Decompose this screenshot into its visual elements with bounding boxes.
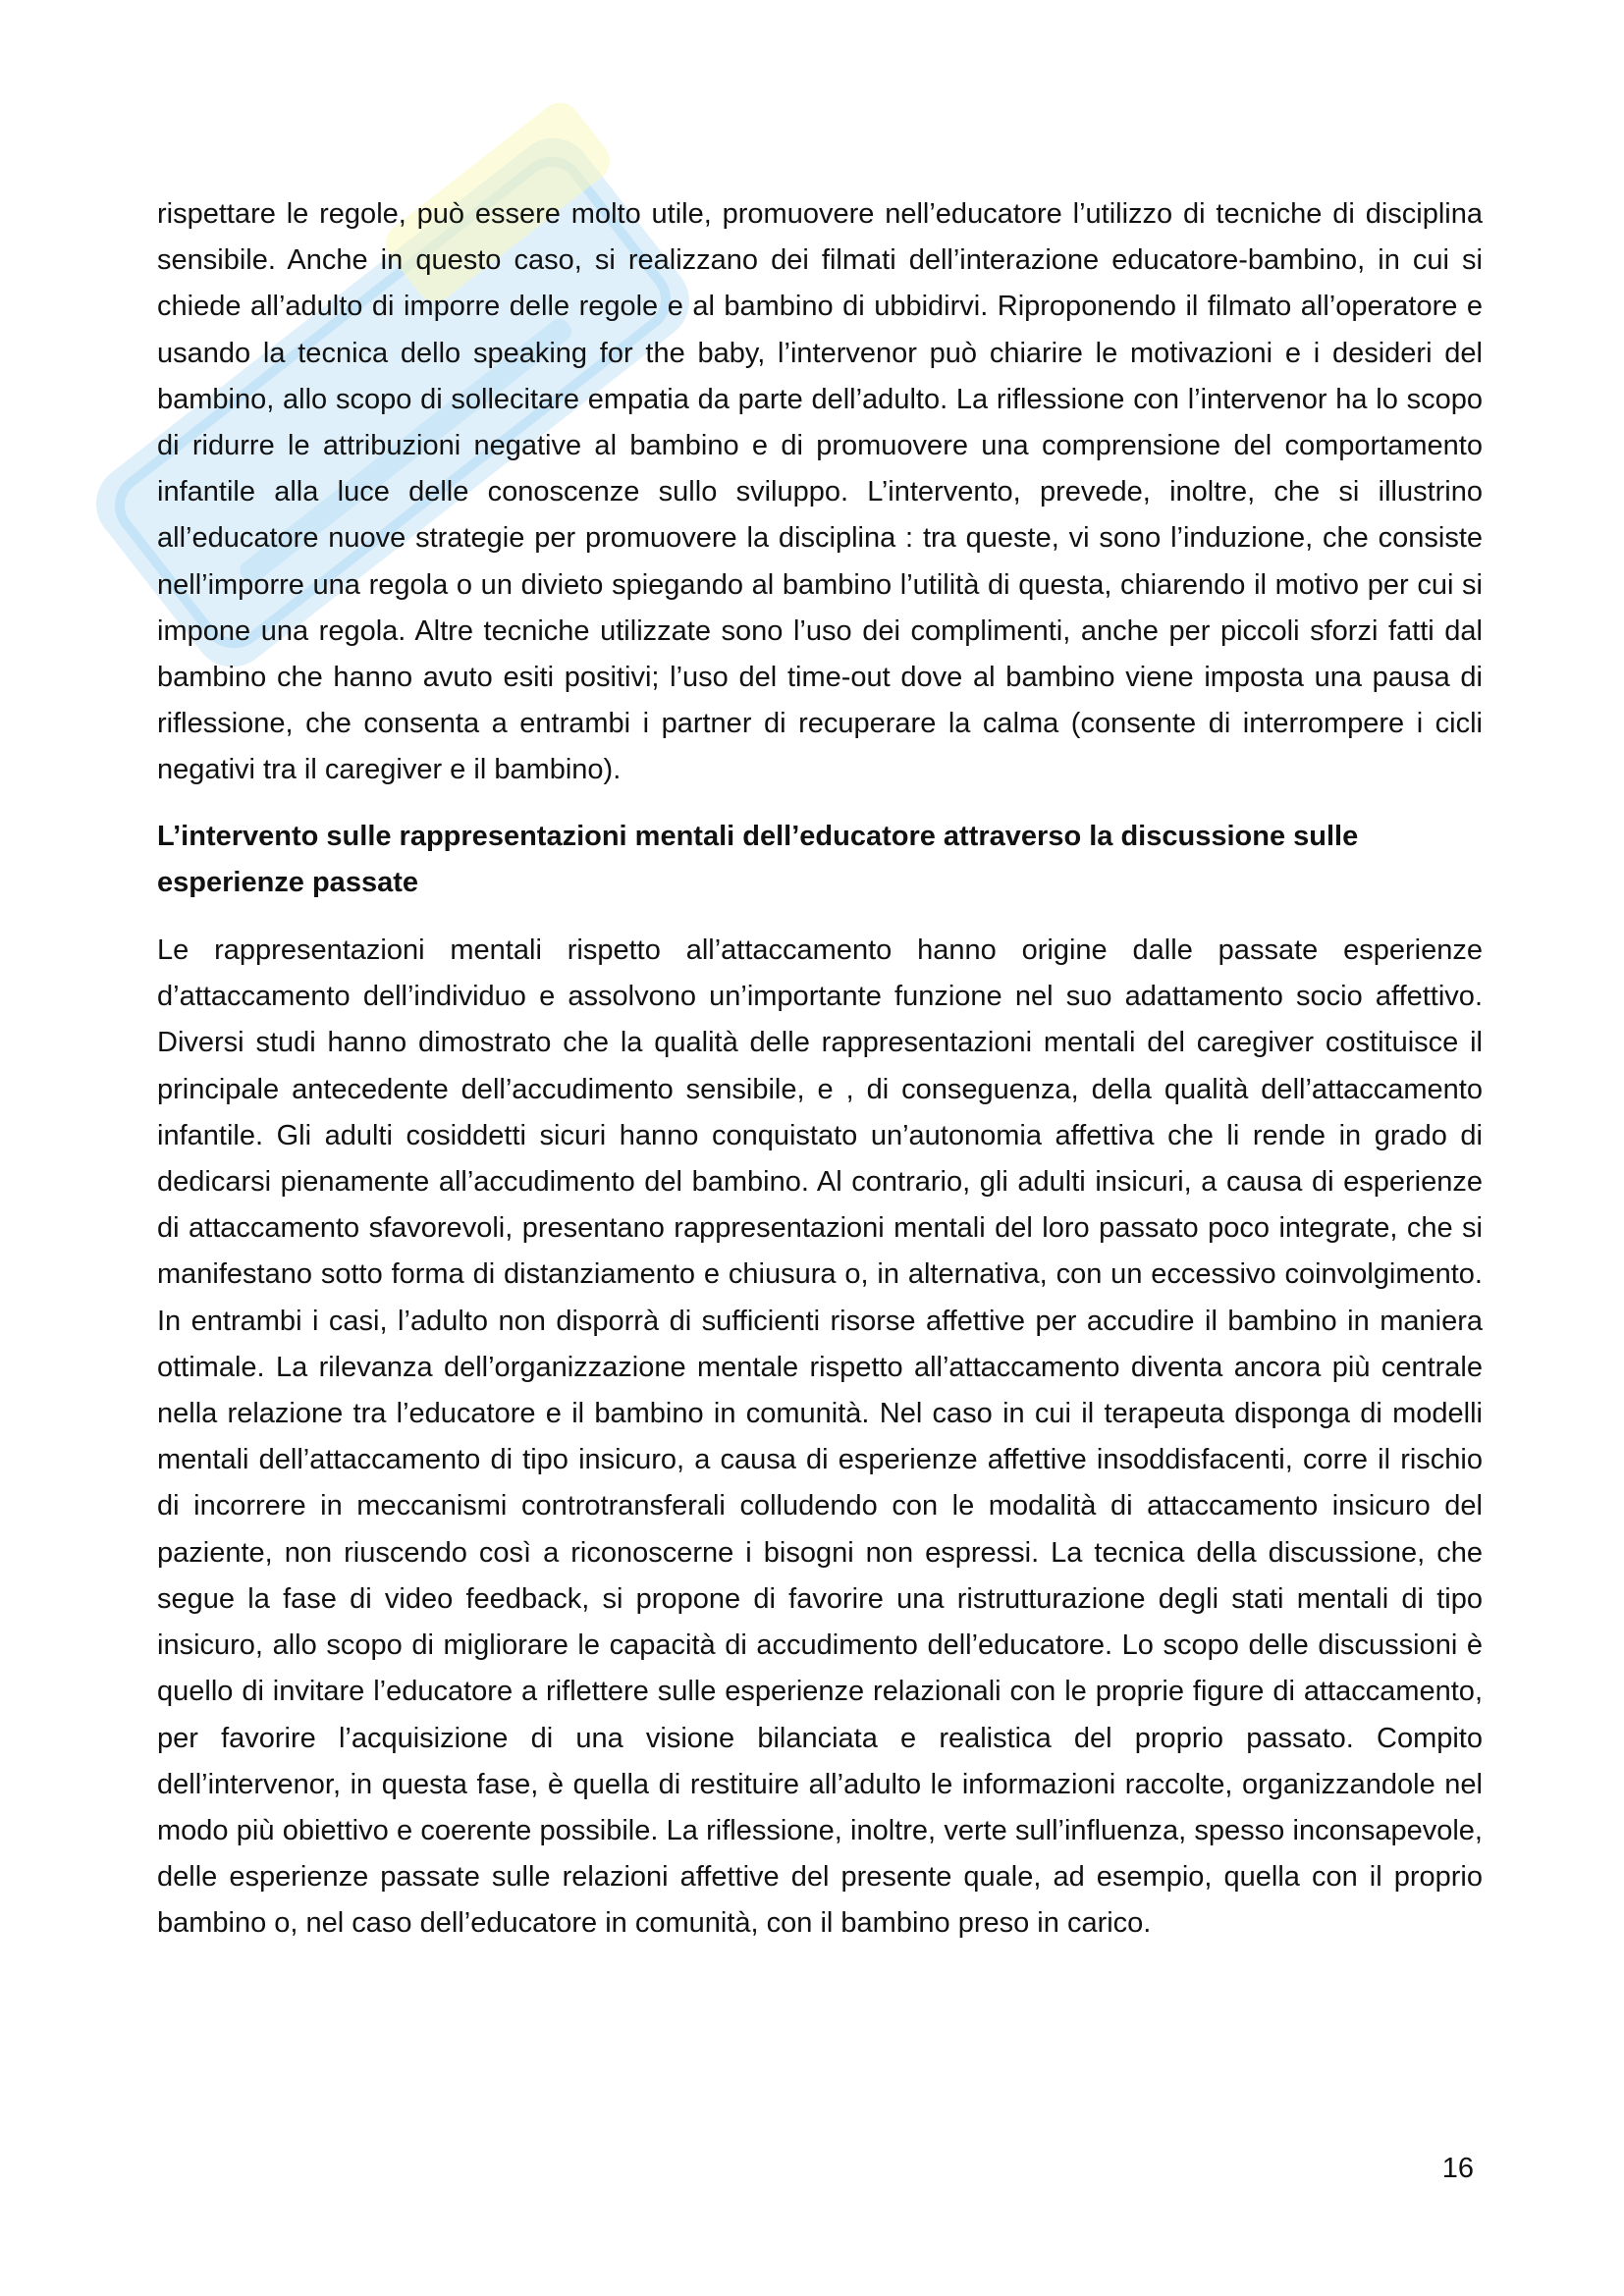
page-number: 16 [1441,2153,1474,2184]
body-paragraph: rispettare le regole, può essere molto utile, promuovere nell’educatore l’utilizzo di tecniche di disciplina sensibile. Anche in questo caso, si realizzano dei filmati dell’interazione educatore-bambino, in cui si chiede all’adulto di imporre delle regole e al bambino di ubbidirvi. Riproponendo il filmato all’operatore e usando la tecnica dello speaking for the baby, l’intervenor può chiarire le motivazioni e i desideri del bambino, allo scopo di sollecitare empatia da parte dell’adulto. La riflessione con l’intervenor ha lo scopo di ridurre le attribuzioni negative al bambino e di promuovere una comprensione del comportamento infantile alla luce delle conoscenze sullo sviluppo. L’intervento, prevede, inoltre, che si illustrino all’educatore nuove strategie per promuovere la disciplina : tra queste, vi sono l’induzione, che consiste nell’imporre una regola o un divieto spiegando al bambino l’utilità di questa, chiarendo il motivo per cui si impone una regola. Altre tecniche utilizzate sono l’uso dei complimenti, anche per piccoli sforzi fatti dal bambino che hanno avuto esiti positivi; l’uso del time-out dove al bambino viene imposta una pausa di riflessione, che consenta a entrambi i partner di recuperare la calma (consente di interrompere i cicli negativi tra il caregiver e il bambino). [157,198,1483,786]
body-paragraph: Le rappresentazioni mentali rispetto all’attaccamento hanno origine dalle passate esperienze d’attaccamento dell’individuo e assolvono un’importante funzione nel suo adattamento socio affettivo. Diversi studi hanno dimostrato che la qualità delle rappresentazioni mentali del caregiver costituisce il principale antecedente dell’accudimento sensibile, e , di conseguenza, della qualità dell’attaccamento infantile. Gli adulti cosiddetti sicuri hanno conquistato un’autonomia affettiva che li rende in grado di dedicarsi pienamente all’accudimento del bambino. Al contrario, gli adulti insicuri, a causa di esperienze di attaccamento sfavorevoli, presentano rappresentazioni mentali del loro passato poco integrate, che si manifestano sotto forma di distanziamento e chiusura o, in alternativa, con un eccessivo coinvolgimento. In entrambi i casi, l’adulto non disporrà di sufficienti risorse affettive per accudire il bambino in maniera ottimale. La rilevanza dell’organizzazione mentale rispetto all’attaccamento diventa ancora più centrale nella relazione tra l’educatore e il bambino in comunità. Nel caso in cui il terapeuta disponga di modelli mentali dell’attaccamento di tipo insicuro, a causa di esperienze affettive insoddisfacenti, corre il rischio di incorrere in meccanismi controtransferali colludendo con le modalità di attaccamento insicuro del paziente, non riuscendo così a riconoscerne i bisogni non espressi. La tecnica della discussione, che segue la fase di video feedback, si propone di favorire una ristrutturazione degli stati mentali di tipo insicuro, allo scopo di migliorare le capacità di accudimento dell’educatore. Lo scopo delle discussioni è quello di invitare l’educatore a riflettere sulle esperienze relazionali con le proprie figure di attaccamento, per favorire l’acquisizione di una visione bilanciata e realistica del proprio passato. Compito dell’intervenor, in questa fase, è quella di restituire all’adulto le informazioni raccolte, organizzandole nel modo più obiettivo e coerente possibile. La riflessione, inoltre, verte sull’influenza, spesso inconsapevole, delle esperienze passate sulle relazioni affettive del presente quale, ad esempio, quella con il proprio bambino o, nel caso dell’educatore in comunità, con il bambino preso in carico. [157,934,1483,1940]
section-heading: L’intervento sulle rappresentazioni mentali dell’educatore attraverso la discussione sulle esperienze passate [157,820,1359,898]
document-body [157,191,1483,1948]
